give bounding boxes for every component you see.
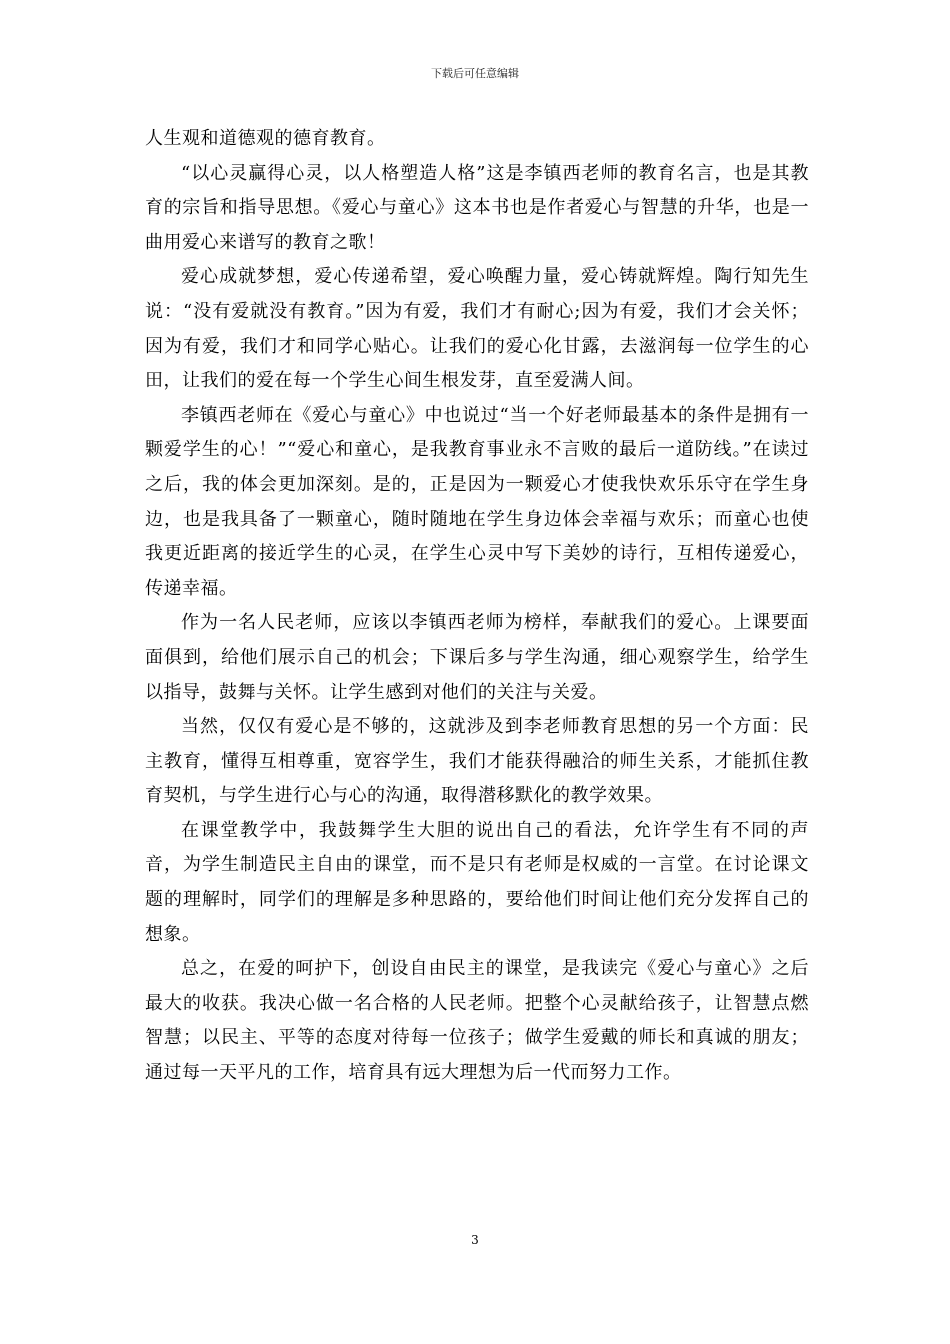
page-header: 下载后可任意编辑 <box>431 67 519 80</box>
paragraph: 在课堂教学中，我鼓舞学生大胆的说出自己的看法，允许学生有不同的声音，为学生制造民主自由的课堂，而不是只有老师是权威的一言堂。在讨论课文题的理解时，同学们的理解是多种思路的，要给他们时间让他们充分发挥自己的想象。 <box>145 819 809 945</box>
paragraph: 当然，仅仅有爱心是不够的，这就涉及到李老师教育思想的另一个方面：民主教育，懂得互相尊重，宽容学生，我们才能获得融洽的师生关系，才能抓住教育契机，与学生进行心与心的沟通，取得潜移默化的教学效果。 <box>145 716 809 807</box>
document-body <box>145 122 809 1091</box>
paragraph: 作为一名人民老师，应该以李镇西老师为榜样，奉献我们的爱心。上课要面面俱到，给他们展示自己的机会；下课后多与学生沟通，细心观察学生，给学生以指导，鼓舞与关怀。让学生感到对他们的关注与关爱。 <box>145 612 809 703</box>
paragraph: 李镇西老师在《爱心与童心》中也说过“当一个好老师最基本的条件是拥有一颗爱学生的心！”“爱心和童心，是我教育事业永不言败的最后一道防线。”在读过之后，我的体会更加深刻。是的，正是因为一颗爱心才使我快欢乐乐守在学生身边，也是我具备了一颗童心，随时随地在学生身边体会幸福与欢乐；而童心也使我更近距离的接近学生的心灵，在学生心灵中写下美妙的诗行，互相传递爱心，传递幸福。 <box>145 404 809 599</box>
paragraph-continuation: 人生观和道德观的德育教育。 <box>145 128 386 149</box>
paragraph: 总之，在爱的呵护下，创设自由民主的课堂，是我读完《爱心与童心》之后最大的收获。我决心做一名合格的人民老师。把整个心灵献给孩子，让智慧点燃智慧；以民主、平等的态度对待每一位孩子；做学生爱戴的师长和真诚的朋友；通过每一天平凡的工作，培育具有远大理想为后一代而努力工作。 <box>145 958 809 1084</box>
paragraph: 爱心成就梦想，爱心传递希望，爱心唤醒力量，爱心铸就辉煌。陶行知先生说：“没有爱就没有教育。”因为有爱，我们才有耐心;因为有爱，我们才会关怀；因为有爱，我们才和同学心贴心。让我们的爱心化甘露，去滋润每一位学生的心田，让我们的爱在每一个学生心间生根发芽，直至爱满人间。 <box>145 266 809 392</box>
page-number: 3 <box>471 1233 479 1247</box>
paragraph: “以心灵赢得心灵，以人格塑造人格”这是李镇西老师的教育名言，也是其教育的宗旨和指导思想。《爱心与童心》这本书也是作者爱心与智慧的升华，也是一曲用爱心来谱写的教育之歌！ <box>145 162 809 253</box>
